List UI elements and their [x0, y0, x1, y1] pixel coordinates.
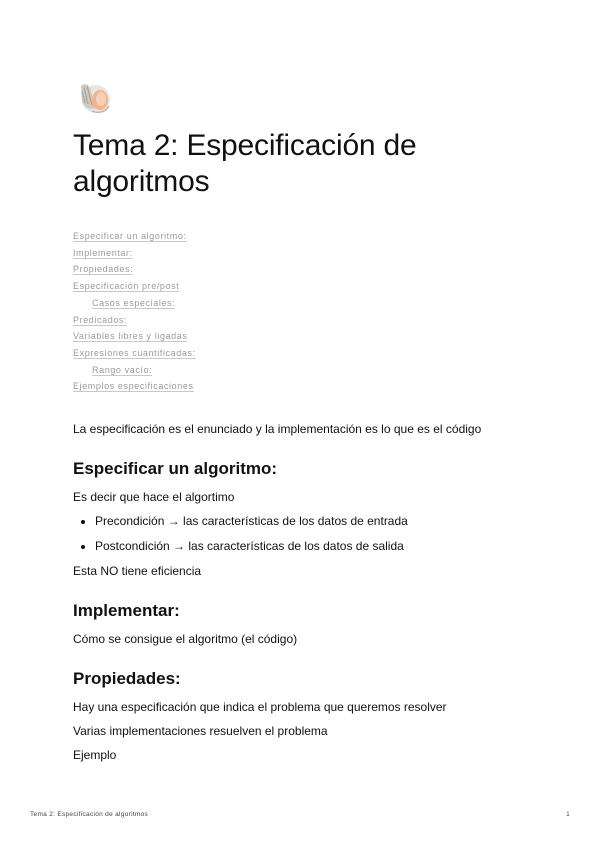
toc-link-label: Propiedades:	[73, 264, 134, 275]
toc-link[interactable]	[73, 245, 533, 262]
bullet-list	[73, 513, 533, 554]
heading-implementar: Implementar:	[73, 601, 180, 621]
paragraph: Hay una especificación que indica el problema que queremos resolver	[73, 700, 447, 715]
page-title: Tema 2: Especificación de algoritmos	[73, 129, 417, 198]
document-page	[73, 78, 533, 763]
heading-propiedades: Propiedades:	[73, 669, 181, 689]
table-of-contents	[73, 228, 533, 395]
toc-link[interactable]	[73, 312, 533, 329]
toc-link-label: Implementar:	[73, 247, 133, 258]
toc-link[interactable]	[73, 228, 533, 245]
paragraph: Varias implementaciones resuelven el problema	[73, 724, 328, 739]
paragraph: Es decir que hace el algortimo	[73, 490, 235, 505]
toc-link-label: Expresiones cuantificadas:	[73, 347, 196, 358]
toc-link[interactable]	[73, 378, 533, 395]
shell-icon	[74, 78, 114, 118]
toc-link[interactable]	[73, 328, 533, 345]
toc-link-label: Predicados:	[73, 314, 128, 325]
toc-link[interactable]	[73, 345, 533, 362]
paragraph: Esta NO tiene eficiencia	[73, 564, 202, 579]
list-item: • Precondición → las características de los datos de entrada	[95, 513, 533, 529]
toc-link[interactable]	[73, 261, 533, 278]
paragraph: Ejemplo	[73, 748, 117, 763]
paragraph: Cómo se consigue el algoritmo (el código)	[73, 632, 298, 647]
footer-title: Tema 2: Especificación de algoritmos	[30, 811, 149, 818]
toc-link-label: Especificar un algoritmo:	[73, 231, 187, 241]
toc-link[interactable]	[73, 295, 533, 312]
page-footer	[30, 811, 570, 818]
page-number: 1	[566, 811, 570, 818]
heading-especificar: Especificar un algoritmo:	[73, 459, 278, 479]
intro-paragraph: La especificación es el enunciado y la implementación es lo que es el código	[73, 422, 482, 437]
toc-link-label: Rango vacío:	[92, 364, 153, 375]
toc-link[interactable]	[73, 278, 533, 295]
toc-link-label: Variables libres y ligadas	[73, 331, 188, 342]
toc-link[interactable]	[73, 362, 533, 379]
toc-link-label: Casos especiales:	[92, 297, 176, 308]
toc-link-label: Especificación pre/post	[73, 281, 180, 292]
list-item: • Postcondición → las características de los datos de salida	[95, 538, 533, 554]
toc-link-label: Ejemplos especificaciones	[73, 381, 194, 392]
